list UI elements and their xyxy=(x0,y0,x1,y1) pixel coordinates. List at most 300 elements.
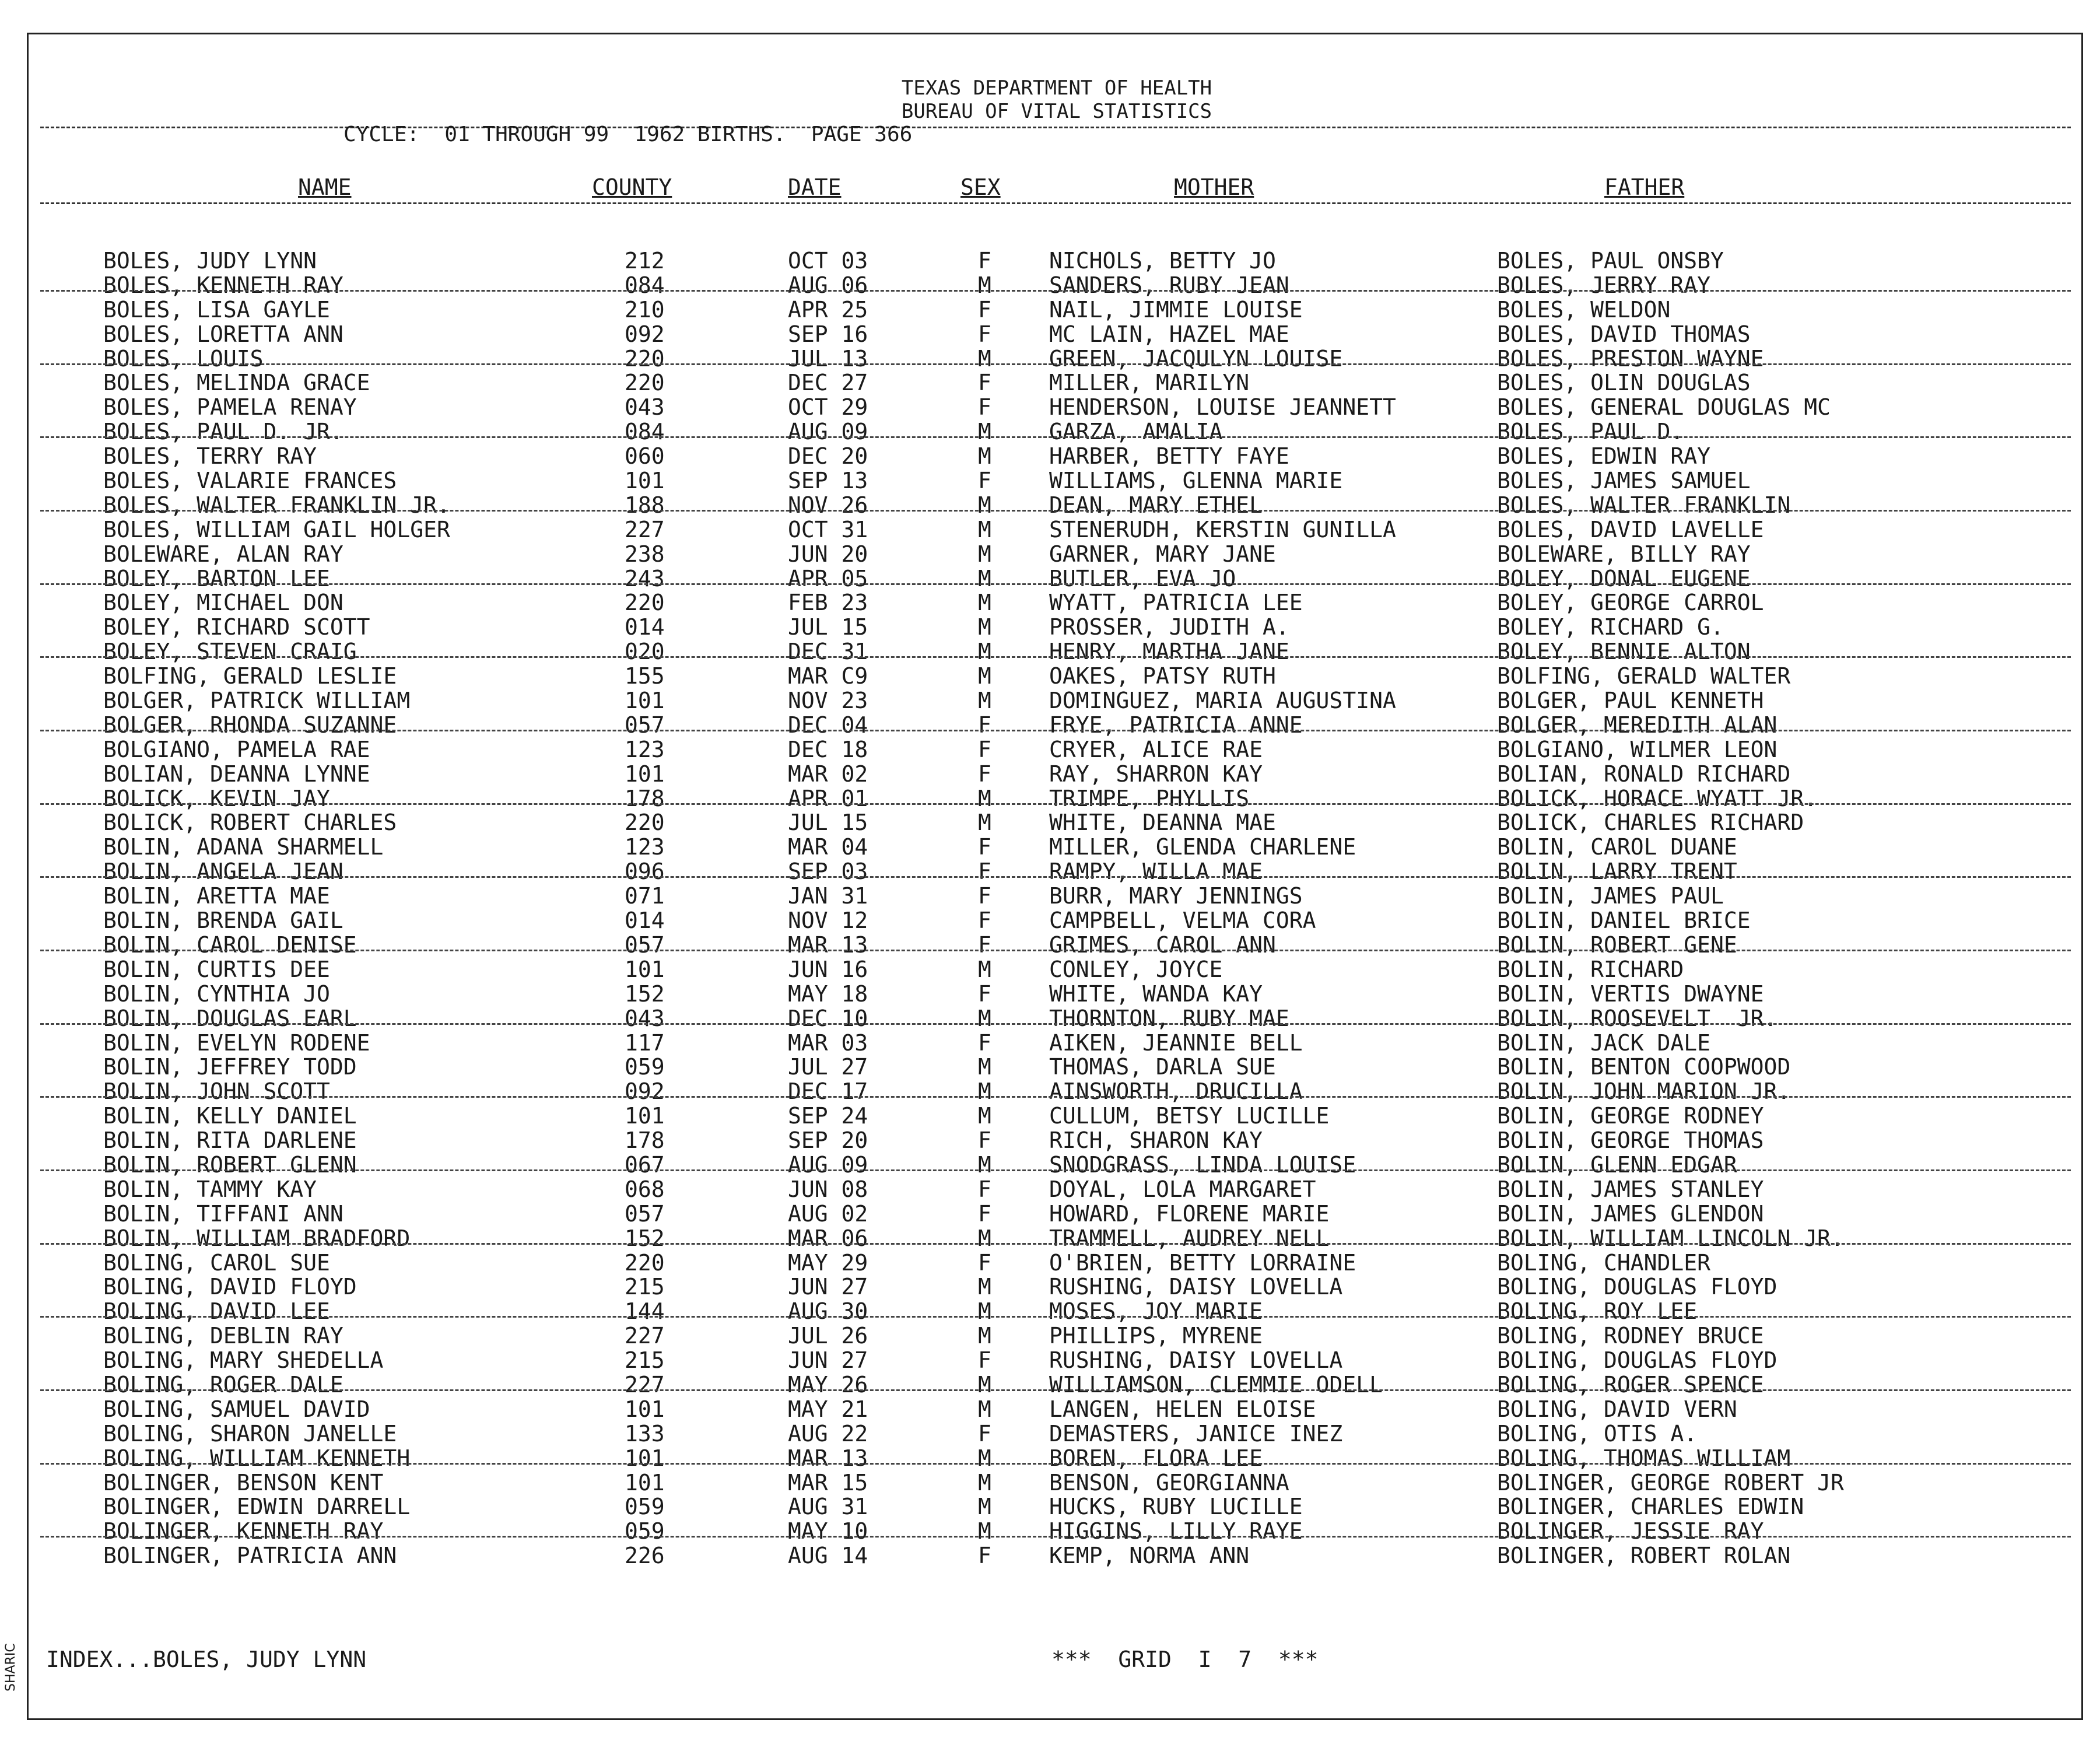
table-row xyxy=(29,1031,2085,1056)
table-row xyxy=(29,1007,2085,1031)
cell-sex: F xyxy=(978,370,991,396)
table-row xyxy=(29,982,2085,1007)
cell-sex: M xyxy=(978,1494,991,1520)
cell-name: BOLES, WALTER FRANKLIN JR. xyxy=(103,492,450,518)
cell-sex: F xyxy=(978,736,991,762)
cell-name: BOLIN, TAMMY KAY xyxy=(103,1176,317,1202)
cell-father: BOLIN, JAMES STANLEY xyxy=(1497,1176,1764,1202)
cell-sex: M xyxy=(978,541,991,567)
table-row xyxy=(29,958,2085,982)
cell-county: 020 xyxy=(625,639,665,665)
cell-sex: F xyxy=(978,468,991,494)
cell-name: BOLES, KENNETH RAY xyxy=(103,272,343,298)
cycle-line: CYCLE: 01 THROUGH 99 1962 BIRTHS. PAGE 366 xyxy=(343,122,913,146)
cell-mother: MILLER, GLENDA CHARLENE xyxy=(1049,834,1356,860)
cell-name: BOLING, ROGER DALE xyxy=(103,1371,343,1398)
cell-father: BOLES, WELDON xyxy=(1497,296,1671,323)
cell-date: JUN 27 xyxy=(788,1274,868,1300)
cell-father: BOLICK, HORACE WYATT JR. xyxy=(1497,785,1818,811)
cell-father: BOLING, ROGER SPENCE xyxy=(1497,1371,1764,1398)
cell-date: JAN 31 xyxy=(788,883,868,909)
cell-mother: HENRY, MARTHA JANE xyxy=(1049,639,1289,665)
cell-mother: THORNTON, RUBY MAE xyxy=(1049,1005,1289,1031)
cell-sex: M xyxy=(978,565,991,591)
cell-date: NOV 26 xyxy=(788,492,868,518)
cell-date: SEP 03 xyxy=(788,859,868,885)
cell-date: DEC 31 xyxy=(788,639,868,665)
cell-date: SEP 24 xyxy=(788,1103,868,1129)
cell-date: MAR 15 xyxy=(788,1469,868,1496)
cell-name: BOLEY, MICHAEL DON xyxy=(103,590,343,616)
table-row xyxy=(29,1447,2085,1471)
cell-sex: M xyxy=(978,1371,991,1398)
cell-mother: HOWARD, FLORENE MARIE xyxy=(1049,1200,1330,1227)
cell-sex: M xyxy=(978,419,991,445)
cell-name: BOLES, PAUL D. JR. xyxy=(103,419,343,445)
cell-sex: M xyxy=(978,1518,991,1545)
table-row xyxy=(29,323,2085,347)
cell-mother: RICH, SHARON KAY xyxy=(1049,1127,1263,1154)
cell-name: BOLEY, BARTON LEE xyxy=(103,565,330,591)
cell-county: 152 xyxy=(625,1225,665,1251)
cell-sex: M xyxy=(978,1445,991,1471)
cell-name: BOLINGER, PATRICIA ANN xyxy=(103,1543,397,1569)
cell-county: 092 xyxy=(625,1078,665,1105)
cell-sex: M xyxy=(978,1298,991,1325)
cell-name: BOLES, WILLIAM GAIL HOLGER xyxy=(103,516,450,542)
cell-county: 215 xyxy=(625,1274,665,1300)
cell-mother: KEMP, NORMA ANN xyxy=(1049,1543,1250,1569)
cell-father: BOLING, DAVID VERN xyxy=(1497,1396,1737,1422)
cell-father: BOLIN, JOHN MARION JR. xyxy=(1497,1078,1791,1105)
cell-father: BOLIN, RICHARD xyxy=(1497,956,1684,982)
cell-name: BOLIN, JOHN SCOTT xyxy=(103,1078,330,1105)
cell-date: MAY 29 xyxy=(788,1249,868,1276)
cell-mother: BURR, MARY JENNINGS xyxy=(1049,883,1303,909)
cell-mother: HUCKS, RUBY LUCILLE xyxy=(1049,1494,1303,1520)
cell-mother: DEMASTERS, JANICE INEZ xyxy=(1049,1420,1343,1447)
cell-date: SEP 16 xyxy=(788,321,868,347)
cell-date: MAY 26 xyxy=(788,1371,868,1398)
cell-date: MAY 10 xyxy=(788,1518,868,1545)
cell-county: 178 xyxy=(625,785,665,811)
cell-sex: M xyxy=(978,1151,991,1178)
cell-mother: CONLEY, JOYCE xyxy=(1049,956,1223,982)
cell-sex: F xyxy=(978,394,991,421)
cell-date: AUG 22 xyxy=(788,1420,868,1447)
cell-sex: F xyxy=(978,834,991,860)
cell-mother: DOMINGUEZ, MARIA AUGUSTINA xyxy=(1049,688,1396,714)
cell-county: 215 xyxy=(625,1347,665,1374)
cell-county: 101 xyxy=(625,1445,665,1471)
cell-date: JUL 27 xyxy=(788,1054,868,1080)
birth-records-table xyxy=(29,249,2085,1568)
cell-county: 084 xyxy=(625,419,665,445)
table-row xyxy=(29,1495,2085,1519)
table-row xyxy=(29,835,2085,860)
cell-mother: TRIMPE, PHYLLIS xyxy=(1049,785,1250,811)
cell-mother: NAIL, JIMMIE LOUISE xyxy=(1049,296,1303,323)
cell-date: OCT 31 xyxy=(788,516,868,542)
cell-mother: BOREN, FLORA LEE xyxy=(1049,1445,1263,1471)
cell-county: 014 xyxy=(625,614,665,640)
cell-mother: HARBER, BETTY FAYE xyxy=(1049,443,1289,470)
cell-county: 133 xyxy=(625,1420,665,1447)
cell-sex: M xyxy=(978,1078,991,1105)
cell-name: BOLES, JUDY LYNN xyxy=(103,248,317,274)
cell-name: BOLING, SAMUEL DAVID xyxy=(103,1396,370,1422)
cell-mother: MC LAIN, HAZEL MAE xyxy=(1049,321,1289,347)
cell-father: BOLICK, CHARLES RICHARD xyxy=(1497,810,1804,836)
column-header-county: COUNTY xyxy=(592,174,672,200)
cell-county: 123 xyxy=(625,736,665,762)
cell-date: AUG 09 xyxy=(788,1151,868,1178)
cell-father: BOLING, CHANDLER xyxy=(1497,1249,1711,1276)
cell-mother: NICHOLS, BETTY JO xyxy=(1049,248,1276,274)
cell-father: BOLIN, GLENN EDGAR xyxy=(1497,1151,1737,1178)
table-row xyxy=(29,1227,2085,1251)
cell-sex: F xyxy=(978,1127,991,1154)
cell-county: 101 xyxy=(625,1396,665,1422)
cell-mother: CAMPBELL, VELMA CORA xyxy=(1049,908,1316,934)
cell-mother: SNODGRASS, LINDA LOUISE xyxy=(1049,1151,1356,1178)
cell-county: 212 xyxy=(625,248,665,274)
table-row xyxy=(29,1153,2085,1178)
table-row xyxy=(29,615,2085,640)
cell-county: 071 xyxy=(625,883,665,909)
table-row xyxy=(29,1178,2085,1202)
cell-date: DEC 04 xyxy=(788,712,868,738)
cell-mother: OAKES, PATSY RUTH xyxy=(1049,663,1276,689)
cell-county: 101 xyxy=(625,761,665,787)
table-row xyxy=(29,909,2085,933)
cell-mother: PROSSER, JUDITH A. xyxy=(1049,614,1289,640)
cell-mother: CRYER, ALICE RAE xyxy=(1049,736,1263,762)
cell-county: 084 xyxy=(625,272,665,298)
cell-date: MAR 13 xyxy=(788,931,868,958)
table-row xyxy=(29,347,2085,372)
cell-mother: GREEN, JACQULYN LOUISE xyxy=(1049,345,1343,372)
cell-date: JUN 16 xyxy=(788,956,868,982)
cell-county: 220 xyxy=(625,345,665,372)
cell-mother: WILLIAMS, GLENNA MARIE xyxy=(1049,468,1343,494)
cell-sex: M xyxy=(978,1005,991,1031)
cell-county: 096 xyxy=(625,859,665,885)
cell-sex: F xyxy=(978,1543,991,1569)
cell-county: 101 xyxy=(625,468,665,494)
cell-sex: M xyxy=(978,345,991,372)
index-label: INDEX...BOLES, JUDY LYNN xyxy=(46,1647,367,1672)
cell-mother: CULLUM, BETSY LUCILLE xyxy=(1049,1103,1330,1129)
cell-county: 152 xyxy=(625,980,665,1007)
table-row xyxy=(29,1398,2085,1422)
cell-sex: F xyxy=(978,1249,991,1276)
cell-name: BOLES, LORETTA ANN xyxy=(103,321,343,347)
cell-name: BOLING, DAVID FLOYD xyxy=(103,1274,357,1300)
cell-mother: AIKEN, JEANNIE BELL xyxy=(1049,1029,1303,1056)
cell-father: BOLIN, ROBERT GENE xyxy=(1497,931,1737,958)
table-row xyxy=(29,713,2085,738)
cell-mother: SANDERS, RUBY JEAN xyxy=(1049,272,1289,298)
cell-name: BOLIN, CYNTHIA JO xyxy=(103,980,330,1007)
cell-mother: WHITE, WANDA KAY xyxy=(1049,980,1263,1007)
table-row xyxy=(29,469,2085,493)
cell-county: 188 xyxy=(625,492,665,518)
cell-sex: M xyxy=(978,956,991,982)
cell-date: AUG 31 xyxy=(788,1494,868,1520)
cell-father: BOLINGER, GEORGE ROBERT JR xyxy=(1497,1469,1844,1496)
cell-county: 059 xyxy=(625,1054,665,1080)
cell-county: 043 xyxy=(625,394,665,421)
cell-date: MAY 18 xyxy=(788,980,868,1007)
cell-date: JUL 13 xyxy=(788,345,868,372)
cell-father: BOLING, ROY LEE xyxy=(1497,1298,1698,1325)
cell-name: BOLING, DAVID LEE xyxy=(103,1298,330,1325)
table-row xyxy=(29,1519,2085,1544)
cell-county: 043 xyxy=(625,1005,665,1031)
column-header-rule xyxy=(40,202,2071,204)
table-row xyxy=(29,274,2085,298)
cell-father: BOLEY, GEORGE CARROL xyxy=(1497,590,1764,616)
cell-name: BOLGER, RHONDA SUZANNE xyxy=(103,712,397,738)
cell-mother: PHILLIPS, MYRENE xyxy=(1049,1323,1263,1349)
table-row xyxy=(29,1080,2085,1104)
cell-father: BOLES, PAUL D. xyxy=(1497,419,1684,445)
cell-county: 059 xyxy=(625,1518,665,1545)
cell-county: 144 xyxy=(625,1298,665,1325)
cell-county: 155 xyxy=(625,663,665,689)
cell-name: BOLING, CAROL SUE xyxy=(103,1249,330,1276)
cell-father: BOLING, THOMAS WILLIAM xyxy=(1497,1445,1791,1471)
cell-sex: M xyxy=(978,663,991,689)
cell-date: AUG 06 xyxy=(788,272,868,298)
cell-county: 227 xyxy=(625,1371,665,1398)
cell-date: MAY 21 xyxy=(788,1396,868,1422)
cell-date: DEC 17 xyxy=(788,1078,868,1105)
cell-name: BOLIN, ARETTA MAE xyxy=(103,883,330,909)
cell-county: 123 xyxy=(625,834,665,860)
cell-mother: GARNER, MARY JANE xyxy=(1049,541,1276,567)
cell-name: BOLIN, JEFFREY TODD xyxy=(103,1054,357,1080)
cell-date: MAR C9 xyxy=(788,663,868,689)
cell-father: BOLING, DOUGLAS FLOYD xyxy=(1497,1274,1778,1300)
cell-sex: M xyxy=(978,443,991,470)
cell-county: 092 xyxy=(625,321,665,347)
cell-county: 057 xyxy=(625,712,665,738)
table-row xyxy=(29,1422,2085,1447)
cell-date: MAR 03 xyxy=(788,1029,868,1056)
cell-name: BOLIN, WILLIAM BRADFORD xyxy=(103,1225,411,1251)
cell-sex: M xyxy=(978,1469,991,1496)
table-row xyxy=(29,444,2085,469)
table-row xyxy=(29,811,2085,835)
cell-mother: LANGEN, HELEN ELOISE xyxy=(1049,1396,1316,1422)
cell-sex: M xyxy=(978,492,991,518)
cell-date: NOV 23 xyxy=(788,688,868,714)
table-row xyxy=(29,1349,2085,1373)
table-row xyxy=(29,933,2085,958)
cell-father: BOLFING, GERALD WALTER xyxy=(1497,663,1791,689)
table-row xyxy=(29,762,2085,787)
cell-mother: RAMPY, WILLA MAE xyxy=(1049,859,1263,885)
cell-sex: F xyxy=(978,1347,991,1374)
cell-father: BOLING, OTIS A. xyxy=(1497,1420,1698,1447)
cell-date: DEC 10 xyxy=(788,1005,868,1031)
cell-sex: F xyxy=(978,931,991,958)
cell-name: BOLING, SHARON JANELLE xyxy=(103,1420,397,1447)
table-row xyxy=(29,249,2085,274)
cell-father: BOLIN, JACK DALE xyxy=(1497,1029,1711,1056)
cell-father: BOLGER, PAUL KENNETH xyxy=(1497,688,1764,714)
cell-father: BOLING, DOUGLAS FLOYD xyxy=(1497,1347,1778,1374)
cell-father: BOLES, GENERAL DOUGLAS MC xyxy=(1497,394,1831,421)
cell-date: MAR 02 xyxy=(788,761,868,787)
cell-sex: M xyxy=(978,1274,991,1300)
cell-county: 014 xyxy=(625,908,665,934)
cell-father: BOLES, JAMES SAMUEL xyxy=(1497,468,1751,494)
cell-father: BOLIN, BENTON COOPWOOD xyxy=(1497,1054,1791,1080)
cell-father: BOLGER, MEREDITH ALAN xyxy=(1497,712,1778,738)
cell-sex: M xyxy=(978,272,991,298)
cell-name: BOLES, LISA GAYLE xyxy=(103,296,330,323)
cell-county: 067 xyxy=(625,1151,665,1178)
cell-date: AUG 14 xyxy=(788,1543,868,1569)
cell-name: BOLGIANO, PAMELA RAE xyxy=(103,736,370,762)
cell-sex: F xyxy=(978,321,991,347)
cell-name: BOLIN, KELLY DANIEL xyxy=(103,1103,357,1129)
cell-name: BOLIN, CURTIS DEE xyxy=(103,956,330,982)
cell-sex: M xyxy=(978,1225,991,1251)
cell-county: 220 xyxy=(625,810,665,836)
cell-name: BOLIN, ANGELA JEAN xyxy=(103,859,343,885)
table-row xyxy=(29,738,2085,762)
cell-mother: GARZA, AMALIA xyxy=(1049,419,1223,445)
cell-sex: M xyxy=(978,1323,991,1349)
cell-county: 227 xyxy=(625,516,665,542)
table-row xyxy=(29,420,2085,444)
cell-name: BOLING, MARY SHEDELLA xyxy=(103,1347,384,1374)
cell-sex: F xyxy=(978,859,991,885)
column-header-date: DATE xyxy=(788,174,842,200)
table-row xyxy=(29,591,2085,615)
cell-county: 117 xyxy=(625,1029,665,1056)
cell-date: OCT 29 xyxy=(788,394,868,421)
column-header-mother: MOTHER xyxy=(1174,174,1254,200)
cell-sex: M xyxy=(978,614,991,640)
cell-father: BOLEY, RICHARD G. xyxy=(1497,614,1724,640)
cell-father: BOLIN, DANIEL BRICE xyxy=(1497,908,1751,934)
cell-date: JUN 20 xyxy=(788,541,868,567)
cell-father: BOLEWARE, BILLY RAY xyxy=(1497,541,1751,567)
table-row xyxy=(29,567,2085,591)
table-row xyxy=(29,1471,2085,1496)
cell-sex: F xyxy=(978,883,991,909)
cell-father: BOLING, RODNEY BRUCE xyxy=(1497,1323,1764,1349)
cell-father: BOLIN, VERTIS DWAYNE xyxy=(1497,980,1764,1007)
table-row xyxy=(29,1324,2085,1349)
cell-name: BOLICK, KEVIN JAY xyxy=(103,785,330,811)
cell-father: BOLIAN, RONALD RICHARD xyxy=(1497,761,1791,787)
cell-sex: F xyxy=(978,1200,991,1227)
table-row xyxy=(29,518,2085,542)
cell-county: 057 xyxy=(625,1200,665,1227)
cell-date: MAR 13 xyxy=(788,1445,868,1471)
table-row xyxy=(29,860,2085,884)
cell-father: BOLIN, GEORGE RODNEY xyxy=(1497,1103,1764,1129)
cell-father: BOLIN, JAMES PAUL xyxy=(1497,883,1724,909)
cell-sex: F xyxy=(978,712,991,738)
cell-sex: M xyxy=(978,1054,991,1080)
cell-mother: MOSES, JOY MARIE xyxy=(1049,1298,1263,1325)
cell-sex: M xyxy=(978,1396,991,1422)
table-row xyxy=(29,1275,2085,1300)
cell-name: BOLIN, CAROL DENISE xyxy=(103,931,357,958)
cell-date: MAR 04 xyxy=(788,834,868,860)
cell-father: BOLES, EDWIN RAY xyxy=(1497,443,1711,470)
cell-father: BOLEY, BENNIE ALTON xyxy=(1497,639,1751,665)
cell-name: BOLIN, DOUGLAS EARL xyxy=(103,1005,357,1031)
cell-county: 101 xyxy=(625,688,665,714)
cell-father: BOLIN, LARRY TRENT xyxy=(1497,859,1737,885)
table-row xyxy=(29,1202,2085,1227)
cell-county: 101 xyxy=(625,1103,665,1129)
cell-county: 178 xyxy=(625,1127,665,1154)
table-row xyxy=(29,298,2085,323)
cell-name: BOLINGER, BENSON KENT xyxy=(103,1469,384,1496)
cell-date: SEP 13 xyxy=(788,468,868,494)
cell-date: NOV 12 xyxy=(788,908,868,934)
cell-name: BOLINGER, EDWIN DARRELL xyxy=(103,1494,411,1520)
cell-father: BOLIN, ROOSEVELT JR. xyxy=(1497,1005,1778,1031)
table-row xyxy=(29,1055,2085,1080)
cell-date: DEC 27 xyxy=(788,370,868,396)
cell-father: BOLIN, CAROL DUANE xyxy=(1497,834,1737,860)
cell-mother: BENSON, GEORGIANNA xyxy=(1049,1469,1289,1496)
cell-sex: F xyxy=(978,1176,991,1202)
table-row xyxy=(29,371,2085,395)
cell-county: 101 xyxy=(625,956,665,982)
cell-mother: AINSWORTH, DRUCILLA xyxy=(1049,1078,1303,1105)
table-row xyxy=(29,884,2085,909)
cell-mother: WYATT, PATRICIA LEE xyxy=(1049,590,1303,616)
cell-sex: M xyxy=(978,810,991,836)
table-row xyxy=(29,640,2085,664)
grid-label: *** GRID I 7 *** xyxy=(1051,1647,1319,1672)
cell-father: BOLES, DAVID THOMAS xyxy=(1497,321,1751,347)
cell-county: 101 xyxy=(625,1469,665,1496)
cell-county: 227 xyxy=(625,1323,665,1349)
document-frame xyxy=(27,33,2083,1720)
cell-sex: M xyxy=(978,688,991,714)
cell-father: BOLGIANO, WILMER LEON xyxy=(1497,736,1778,762)
cell-name: BOLIAN, DEANNA LYNNE xyxy=(103,761,370,787)
cell-name: BOLING, WILLIAM KENNETH xyxy=(103,1445,411,1471)
cell-date: AUG 09 xyxy=(788,419,868,445)
cell-sex: F xyxy=(978,296,991,323)
table-row xyxy=(29,1129,2085,1153)
cell-name: BOLICK, ROBERT CHARLES xyxy=(103,810,397,836)
cell-sex: M xyxy=(978,639,991,665)
cell-father: BOLIN, GEORGE THOMAS xyxy=(1497,1127,1764,1154)
cell-mother: THOMAS, DARLA SUE xyxy=(1049,1054,1276,1080)
cell-sex: M xyxy=(978,1103,991,1129)
cell-mother: DOYAL, LOLA MARGARET xyxy=(1049,1176,1316,1202)
table-row xyxy=(29,493,2085,518)
cell-name: BOLIN, BRENDA GAIL xyxy=(103,908,343,934)
cell-name: BOLES, MELINDA GRACE xyxy=(103,370,370,396)
cell-date: DEC 18 xyxy=(788,736,868,762)
cell-date: JUN 27 xyxy=(788,1347,868,1374)
